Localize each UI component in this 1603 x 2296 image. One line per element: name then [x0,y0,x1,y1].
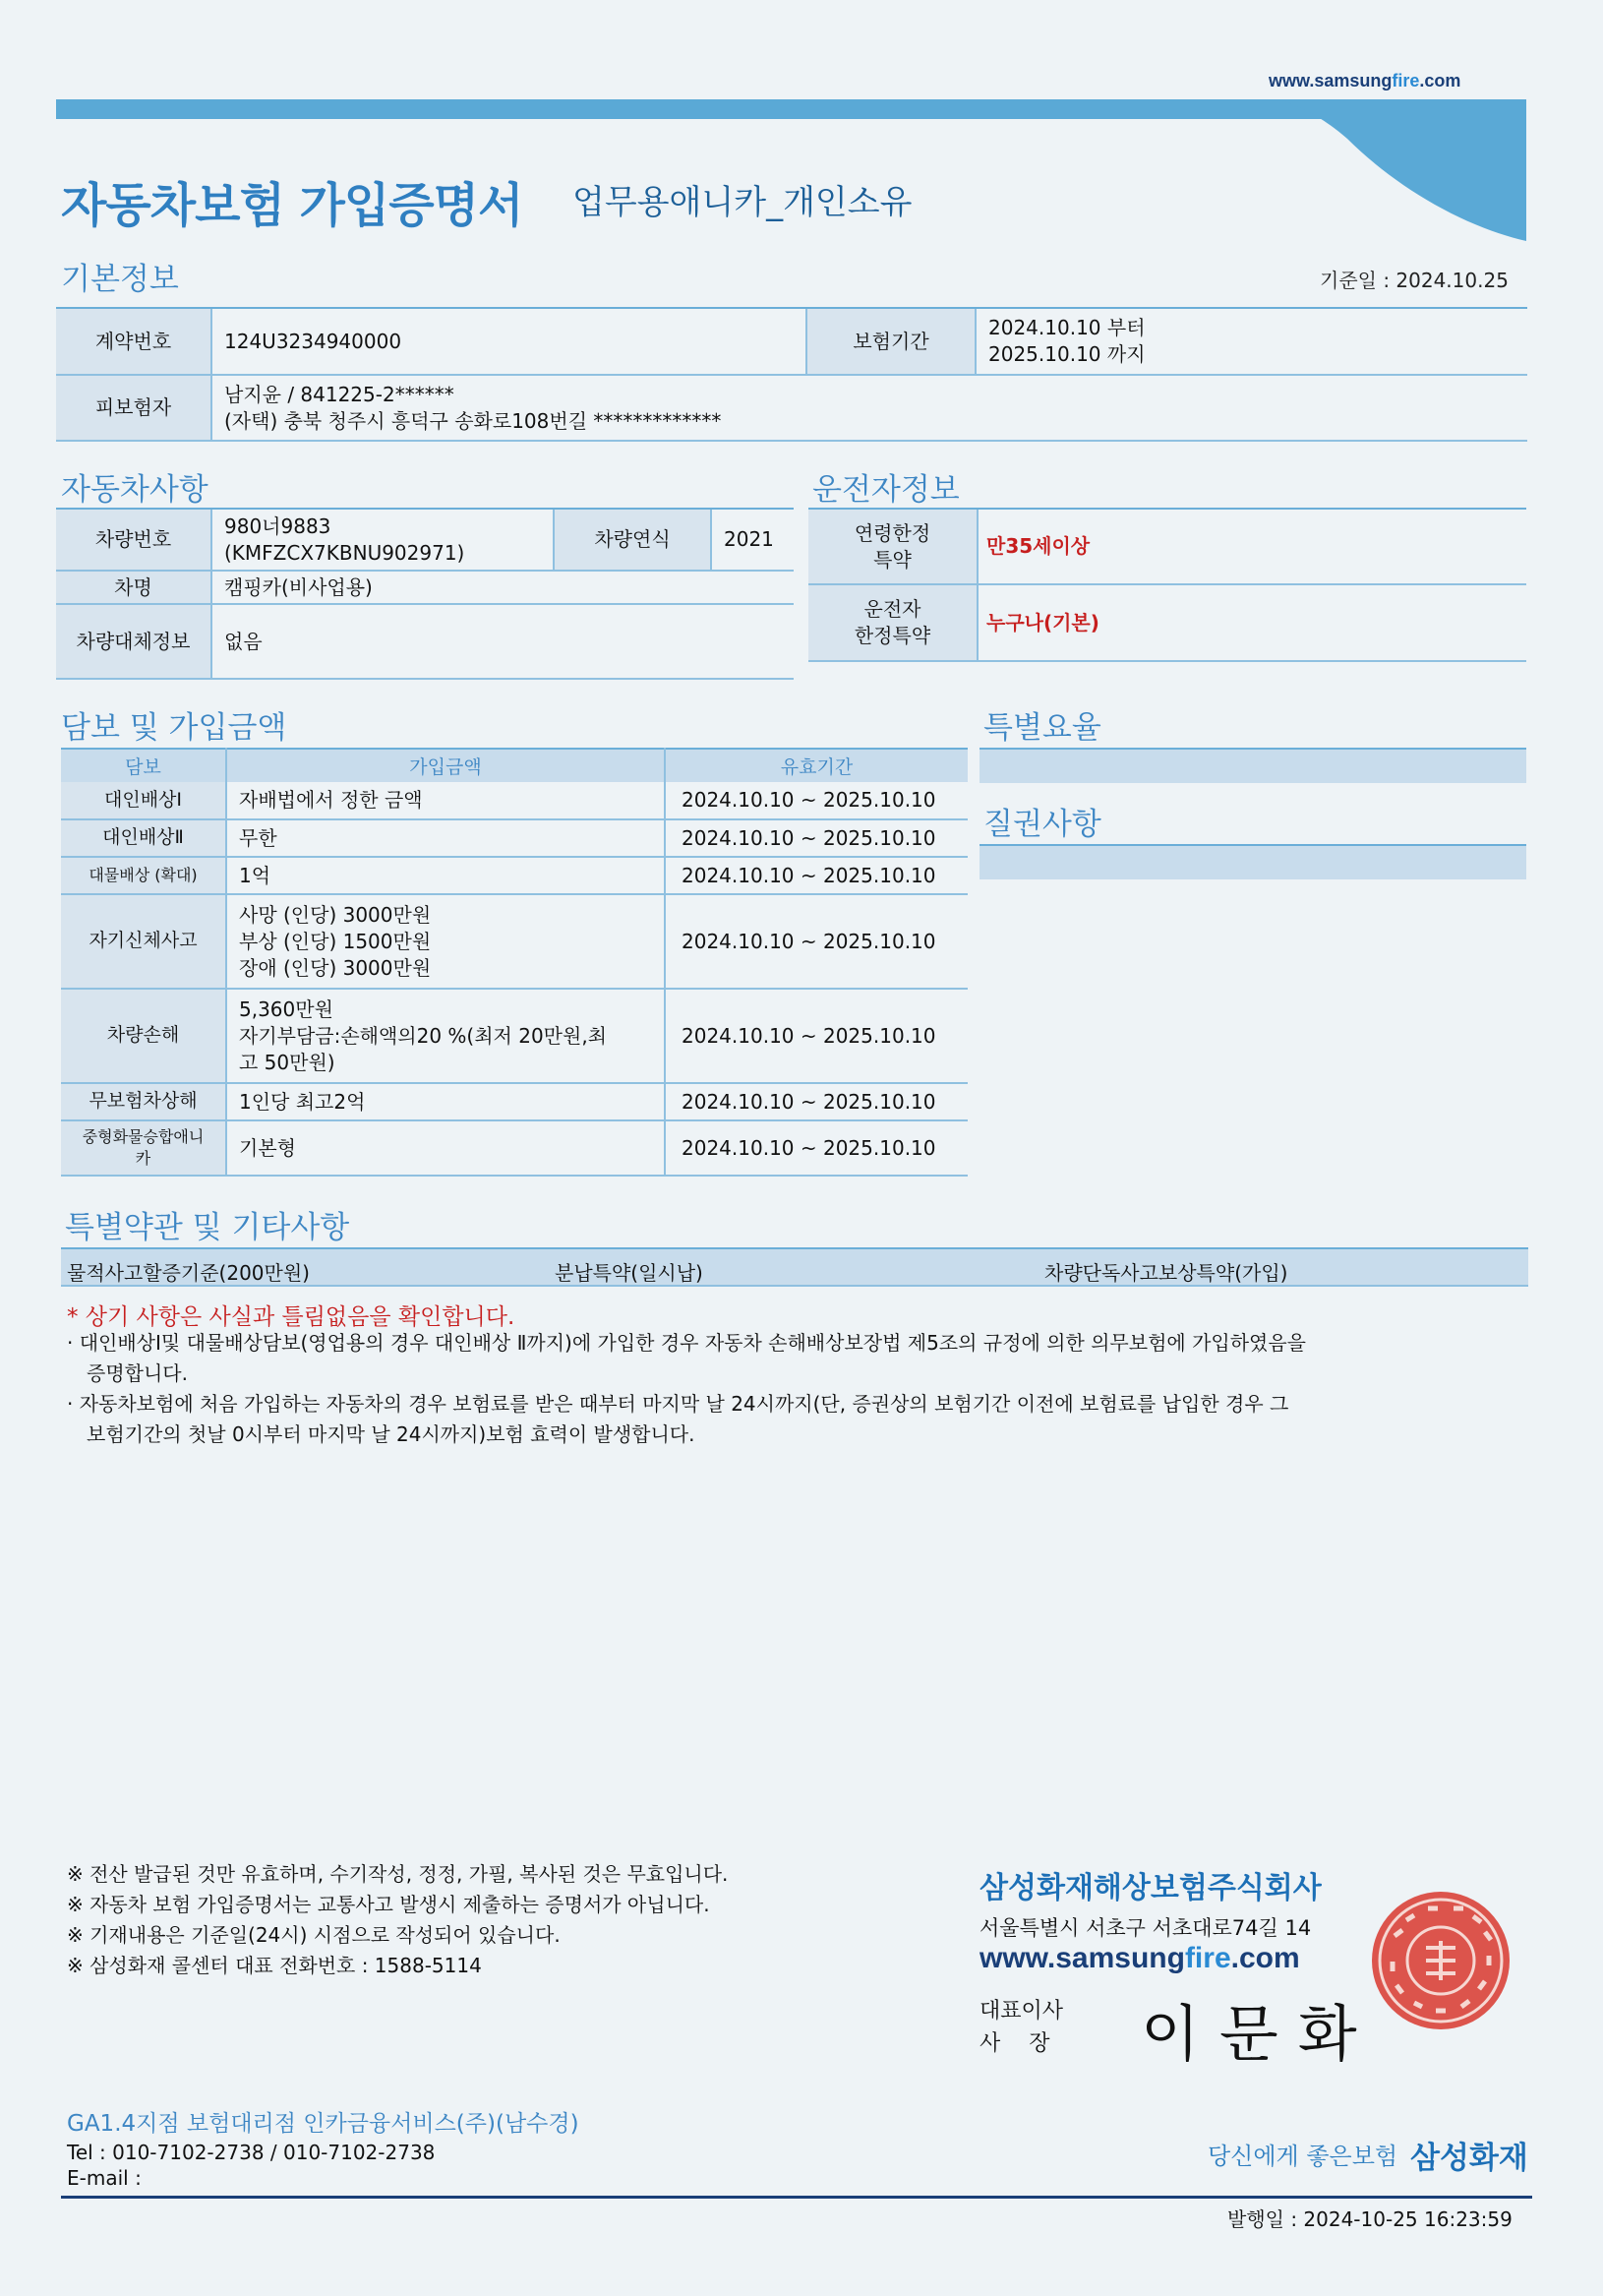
plate-number: 980너9883 [224,514,331,538]
coverage-period: 2024.10.10 ~ 2025.10.10 [665,1083,968,1120]
header-website-part: www.samsung [1269,71,1393,91]
coverage-name-line: 카 [135,1149,151,1168]
company-website-part: fire [1184,1942,1231,1974]
age-limit-value: 만35세이상 [978,510,1526,584]
coverage-amount [226,894,665,989]
coverage-amount: 기본형 [226,1120,665,1176]
footer-notes [67,1859,728,1981]
brand-name: 삼성화재 [1410,2141,1528,2176]
col-coverage: 담보 [61,749,226,782]
company-seal-icon [1367,1887,1514,2034]
coverage-period: 2024.10.10 ~ 2025.10.10 [665,857,968,894]
col-period: 유효기간 [665,749,968,782]
company-address: 서울특별시 서초구 서초대로74길 14 [980,1916,1312,1940]
period-label: 보험기간 [806,309,976,375]
coverage-amount-line: 5,360만원 [239,997,333,1021]
period-from: 2024.10.10 부터 [988,316,1146,339]
header-website-part: .com [1419,71,1461,91]
coverage-row [61,782,968,819]
vin-number: (KMFZCX7KBNU902971) [224,540,465,565]
special-rate-bar [980,748,1526,783]
driver-table [808,510,1526,662]
basic-info-table [56,309,1527,442]
special-terms-row [61,1247,1528,1287]
insured-address: (자택) 충북 청주시 흥덕구 송화로108번길 ************* [224,408,722,433]
footer-note: ※ 삼성화재 콜센터 대표 전화번호 : 1588-5114 [67,1954,482,1977]
ceo-title [980,1995,1063,2060]
coverage-period: 2024.10.10 ~ 2025.10.10 [665,782,968,819]
vehicle-table [56,510,794,680]
plate-label: 차량번호 [56,510,211,571]
coverage-row [61,857,968,894]
coverage-row [61,819,968,857]
insured-info [211,375,1527,441]
coverage-amount [226,989,665,1083]
driver-scope-label-line: 한정특약 [854,624,931,647]
coverage-heading: 담보 및 가입금액 [61,710,287,746]
base-date: 기준일 : 2024.10.25 [1320,269,1509,292]
driver-scope-value: 누구나(기본) [978,584,1526,661]
col-amount: 가입금액 [226,749,665,782]
legal-note-line: · 자동차보험에 처음 가입하는 자동차의 경우 보험료를 받은 때부터 마지막 날 24시까지(단, 증권상의 보험기간 이전에 보험료를 납입한 경우 그 [67,1392,1289,1416]
vehicle-year: 2021 [711,510,794,571]
driver-scope-label-line: 운전자 [863,597,921,621]
coverage-amount-line: 장애 (인당) 3000만원 [239,955,432,980]
plate-info [211,510,554,571]
coverage-period: 2024.10.10 ~ 2025.10.10 [665,894,968,989]
coverage-period: 2024.10.10 ~ 2025.10.10 [665,1120,968,1176]
insured-label: 피보험자 [56,375,211,441]
agent-name: GA1.4지점 보험대리점 인카금융서비스(주)(남수경) [67,2111,579,2137]
legal-note-line: 증명합니다. [87,1361,188,1385]
legal-note-line: · 대인배상Ⅰ및 대물배상담보(영업용의 경우 대인배상 Ⅱ까지)에 가입한 경우 자동차 손해배상보장법 제5조의 규정에 의한 의무보험에 가입하였음을 [67,1331,1306,1355]
coverage-name: 대인배상Ⅰ [61,782,226,819]
special-terms-heading: 특별약관 및 기타사항 [65,1210,350,1245]
document-subtitle: 업무용애니카_개인소유 [572,183,913,222]
coverage-amount: 1억 [226,857,665,894]
age-limit-label-line: 연령한정 [854,520,931,545]
document-title: 자동차보험 가입증명서 [61,178,523,233]
coverage-name: 차량손해 [61,989,226,1083]
driver-heading: 운전자정보 [812,472,960,508]
coverage-amount-line: 자기부담금:손해액의20 %(최저 20만원,최 [239,1023,607,1048]
replacement-info: 없음 [211,604,794,679]
year-label: 차량연식 [554,510,711,571]
coverage-amount: 1인당 최고2억 [226,1083,665,1120]
lien-bar [980,844,1526,879]
confirmation-statement: * 상기 사항은 사실과 틀림없음을 확인합니다. [67,1304,515,1330]
footer-note: ※ 기재내용은 기준일(24시) 시점으로 작성되어 있습니다. [67,1923,561,1947]
agent-email: E-mail : [67,2166,142,2190]
coverage-row [61,989,968,1083]
header-banner-curve [1278,99,1526,241]
coverage-period: 2024.10.10 ~ 2025.10.10 [665,819,968,857]
coverage-amount-line: 부상 (인당) 1500만원 [239,929,432,953]
coverage-name-line: 중형화물승합애니 [82,1127,205,1147]
vehicle-name-label: 차명 [56,571,211,604]
coverage-name: 자기신체사고 [61,894,226,989]
coverage-period: 2024.10.10 ~ 2025.10.10 [665,989,968,1083]
basic-info-heading: 기본정보 [61,262,179,297]
coverage-amount-line: 고 50만원) [239,1050,335,1074]
replacement-label: 차량대체정보 [56,604,211,679]
insured-name: 남지윤 / 841225-2****** [224,382,454,406]
legal-note-line: 보험기간의 첫날 0시부터 마지막 날 24시까지)보험 효력이 발생합니다. [87,1422,695,1446]
contract-number: 124U3234940000 [211,309,806,375]
vehicle-heading: 자동차사항 [61,472,208,508]
ceo-title-line: 대표이사 [980,1999,1064,2024]
header-website[interactable] [1269,71,1460,91]
coverage-amount: 무한 [226,819,665,857]
special-term-item: 물적사고할증기준(200만원) [67,1261,310,1285]
coverage-row [61,1083,968,1120]
coverage-name: 대인배상Ⅱ [61,819,226,857]
period-to: 2025.10.10 까지 [988,342,1146,366]
coverage-name: 대물배상 (확대) [61,857,226,894]
age-limit-label-line: 특약 [873,547,912,572]
ceo-title-line: 사 장 [980,2031,1050,2056]
special-rate-heading: 특별요율 [983,710,1101,746]
company-website-part: www.samsung [980,1942,1185,1974]
vehicle-name: 캠핑카(비사업용) [211,571,794,604]
company-website[interactable] [980,1942,1300,1975]
legal-note [67,1328,1513,1389]
bottom-divider [61,2196,1532,2199]
lien-heading: 질권사항 [983,807,1101,842]
coverage-row [61,1120,968,1176]
age-limit-label [808,510,978,584]
driver-scope-label [808,584,978,661]
special-term-item: 차량단독사고보상특약(가입) [1044,1261,1288,1285]
coverage-table [61,748,968,1177]
insurance-period [976,309,1527,375]
coverage-amount: 자배법에서 정한 금액 [226,782,665,819]
company-website-part: .com [1230,1942,1300,1974]
coverage-name: 무보험차상해 [61,1083,226,1120]
footer-note: ※ 전산 발급된 것만 유효하며, 수기작성, 정정, 가필, 복사된 것은 무효입니다. [67,1862,729,1886]
contract-number-label: 계약번호 [56,309,211,375]
coverage-amount-line: 사망 (인당) 3000만원 [239,902,432,927]
ceo-signature: 이문화 [1141,1998,1377,2070]
issue-date: 발행일 : 2024-10-25 16:23:59 [1227,2207,1513,2231]
footer-note: ※ 자동차 보험 가입증명서는 교통사고 발생시 제출하는 증명서가 아닙니다. [67,1893,710,1916]
agent-phone: Tel : 010-7102-2738 / 010-7102-2738 [67,2141,436,2164]
coverage-name [61,1120,226,1176]
coverage-row [61,894,968,989]
company-name: 삼성화재해상보험주식회사 [980,1871,1322,1905]
header-website-part: fire [1392,71,1420,91]
special-term-item: 분납특약(일시납) [555,1261,703,1285]
brand-slogan: 당신에게 좋은보험 [1208,2143,1398,2170]
legal-note [67,1389,1513,1450]
